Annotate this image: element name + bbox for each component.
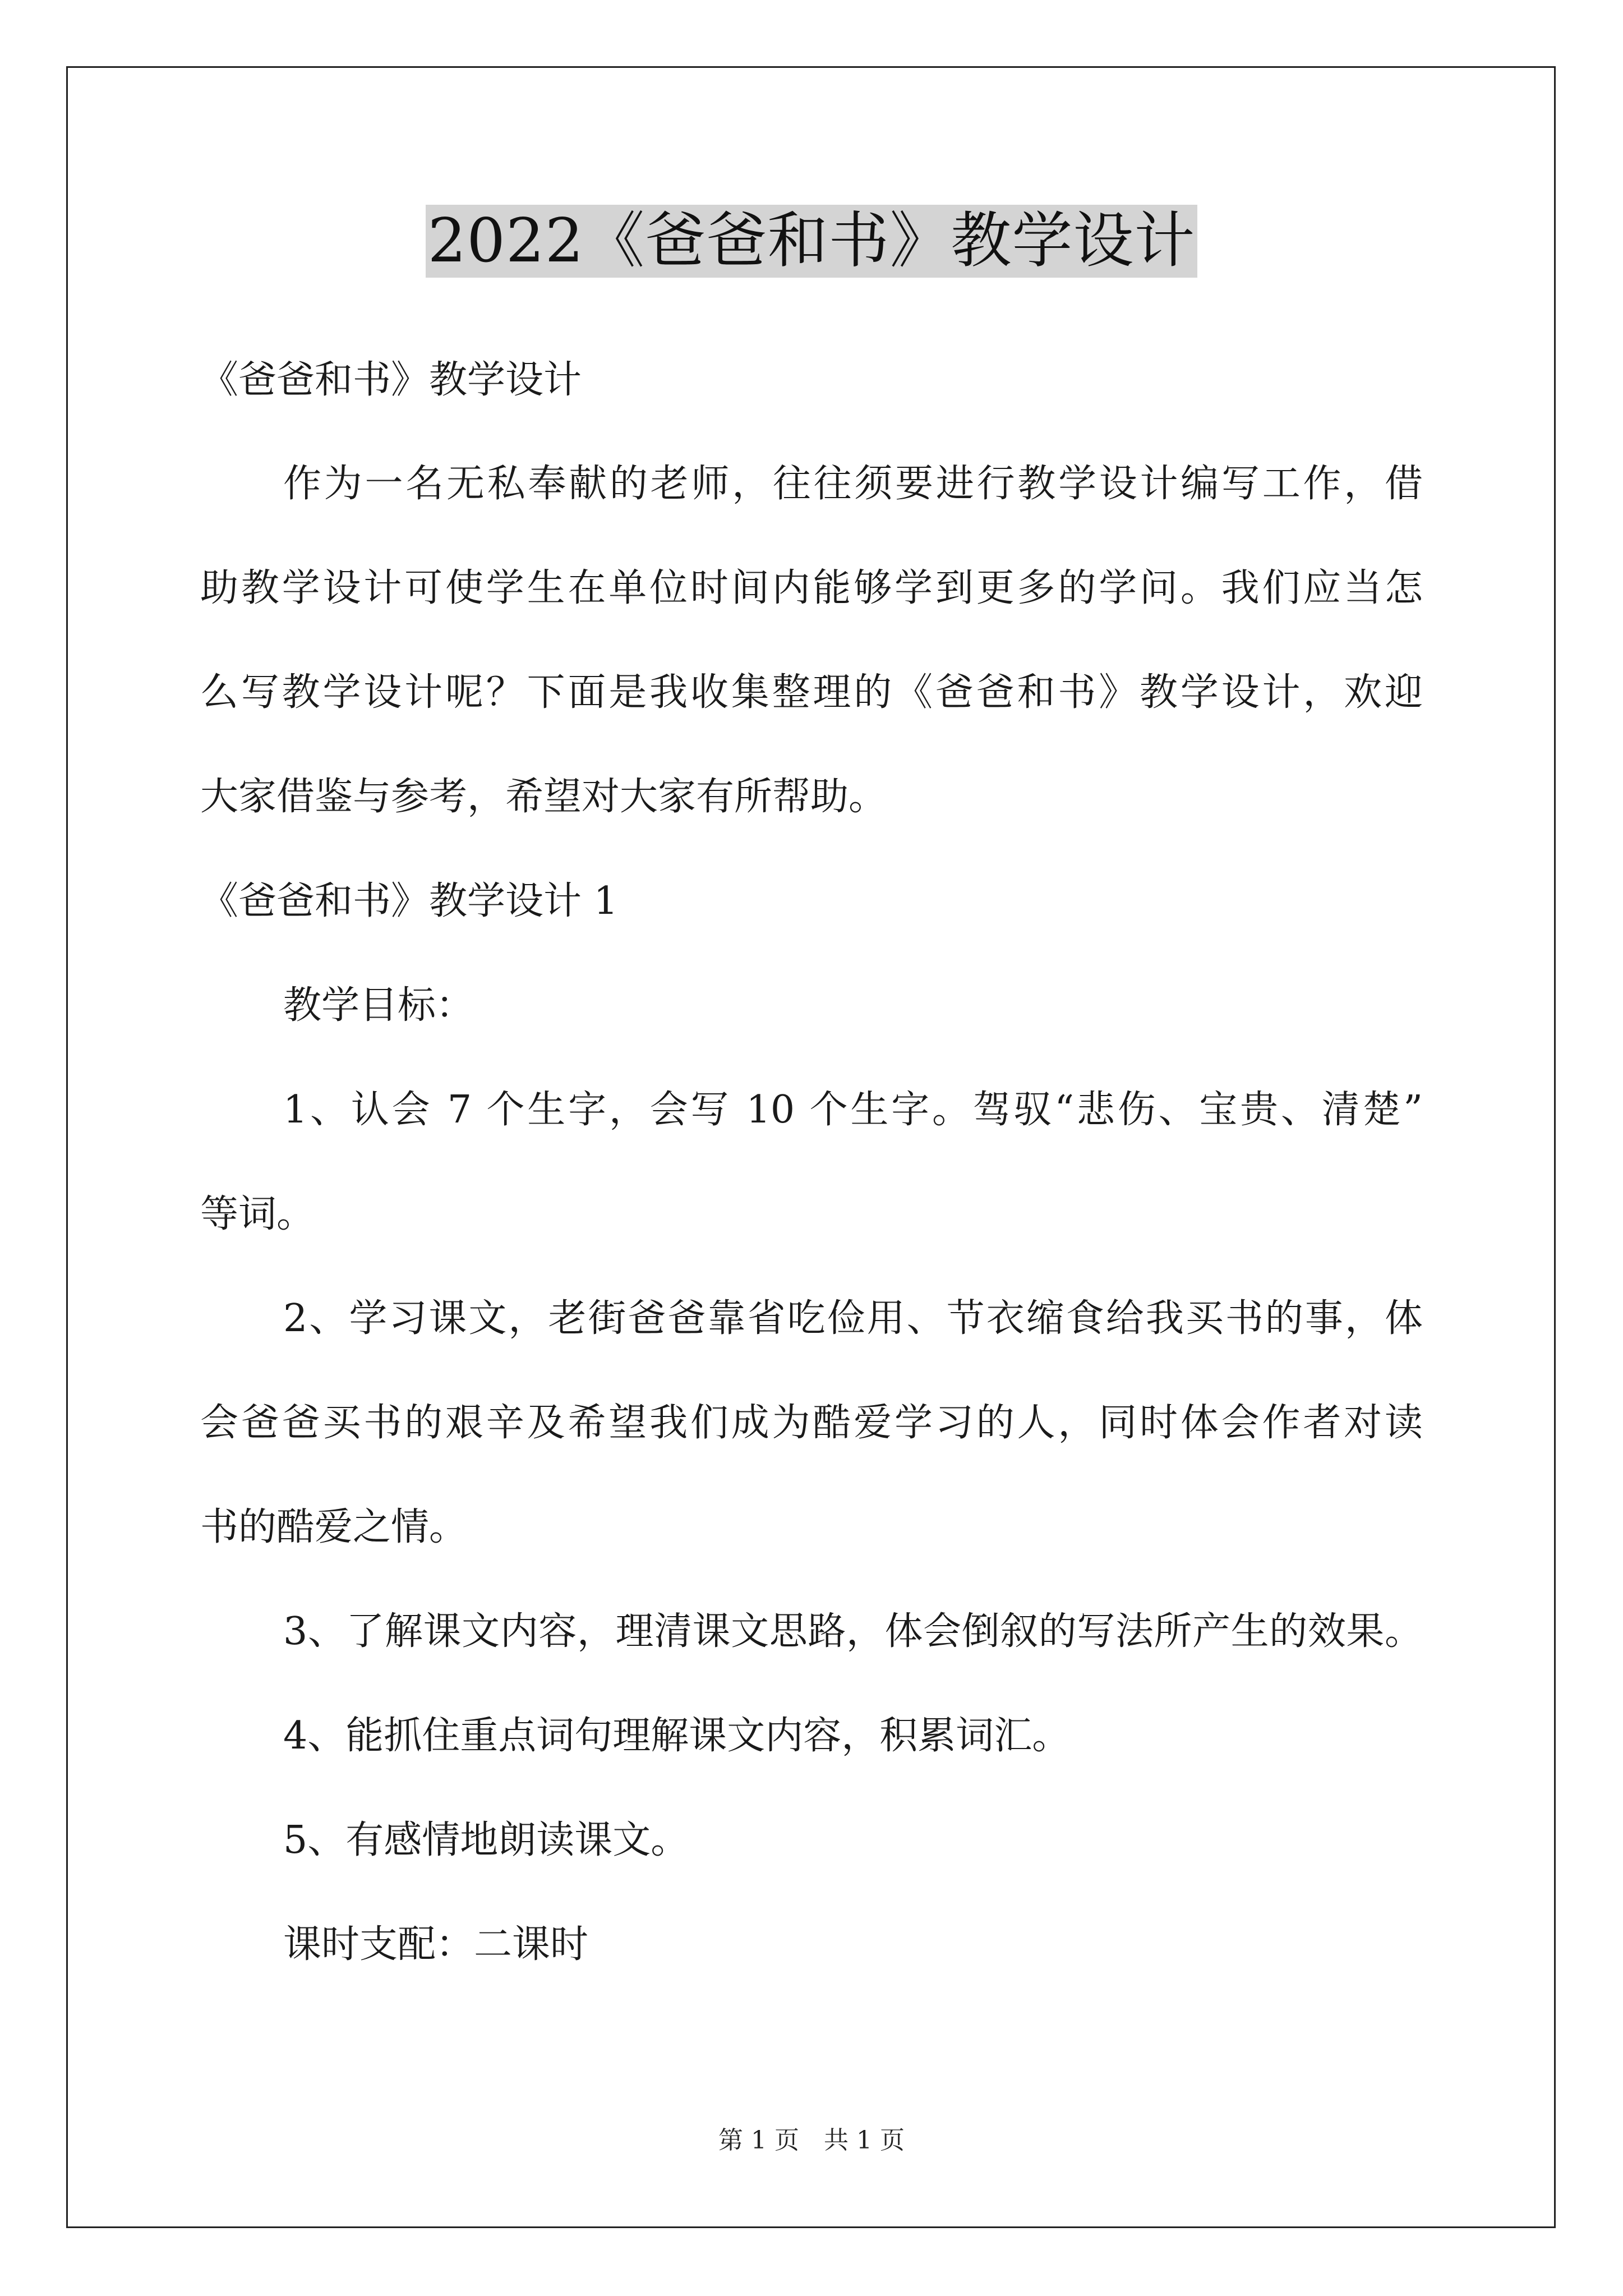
- page-footer: 第 1 页 共 1 页: [718, 2126, 905, 2155]
- objective-2-line-2: 会爸爸买书的艰辛及希望我们成为酷爱学习的人，同时体会作者对读: [200, 1401, 1423, 1445]
- intro-line-4: 大家借鉴与参考，希望对大家有所帮助。: [200, 775, 887, 819]
- objective-5: 5、有感情地朗读课文。: [283, 1818, 689, 1862]
- objective-1-line-2: 等词。: [200, 1192, 315, 1236]
- title-container: [0, 205, 1623, 278]
- class-hours-line: 课时支配：二课时: [283, 1922, 589, 1967]
- objectives-heading: 教学目标：: [283, 983, 474, 1028]
- intro-line-3: 么写教学设计呢？下面是我收集整理的《爸爸和书》教学设计，欢迎: [200, 670, 1423, 715]
- document-title: 2022《爸爸和书》教学设计: [426, 205, 1198, 278]
- objective-4: 4、能抓住重点词句理解课文内容，积累词汇。: [283, 1714, 1071, 1758]
- objective-2-line-3: 书的酷爱之情。: [200, 1505, 468, 1549]
- objective-2-line-1: 2、学习课文，老街爸爸靠省吃俭用、节衣缩食给我买书的事，体: [283, 1296, 1423, 1341]
- subtitle-line: 《爸爸和书》教学设计: [200, 358, 582, 402]
- objective-1-line-1: 1、认会 7 个生字，会写 10 个生字。驾驭“悲伤、宝贵、清楚”: [283, 1088, 1423, 1132]
- intro-line-1: 作为一名无私奉献的老师，往往须要进行教学设计编写工作，借: [283, 462, 1423, 506]
- objective-3: 3、了解课文内容，理清课文思路，体会倒叙的写法所产生的效果。: [283, 1609, 1423, 1654]
- intro-line-2: 助教学设计可使学生在单位时间内能够学到更多的学问。我们应当怎: [200, 566, 1423, 610]
- section-heading: 《爸爸和书》教学设计 1: [200, 879, 618, 923]
